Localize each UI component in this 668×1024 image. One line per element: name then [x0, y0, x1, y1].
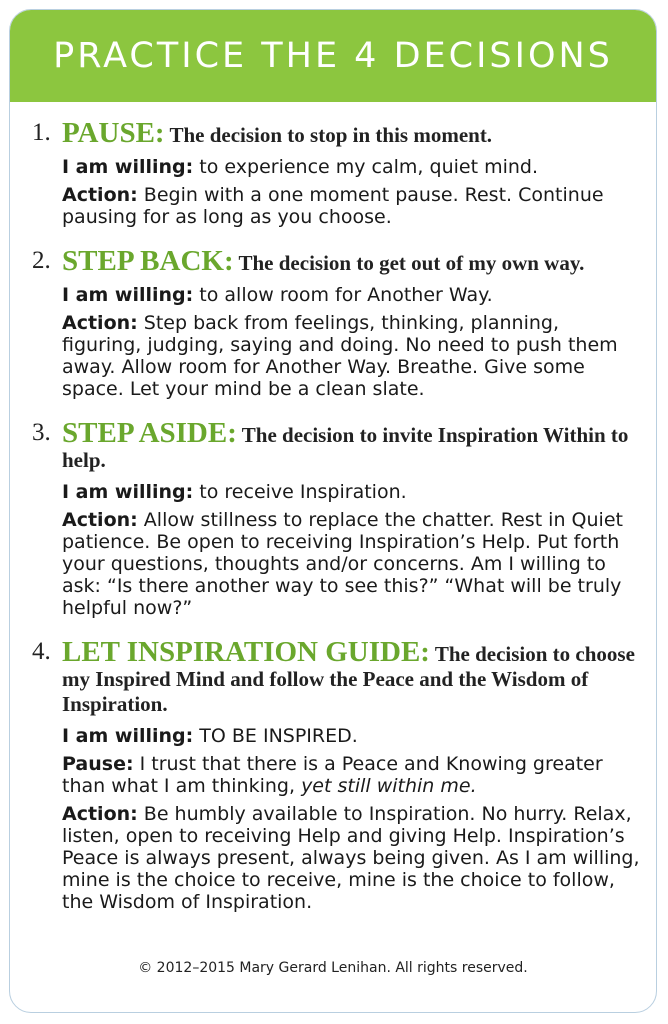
decision-4 — [32, 637, 640, 913]
decision-keyword: STEP BACK: — [62, 245, 234, 277]
title-banner — [10, 10, 656, 102]
willing-label: I am willing: — [62, 481, 194, 503]
action-line — [62, 184, 640, 228]
willing-text: TO BE INSPIRED. — [199, 725, 358, 747]
willing-text: to receive Inspiration. — [199, 481, 407, 503]
pause-label: Pause: — [62, 753, 134, 775]
decision-2 — [32, 246, 640, 400]
willing-line — [62, 156, 640, 178]
decision-heading — [32, 118, 640, 148]
action-label: Action: — [62, 184, 138, 206]
decision-keyword: STEP ASIDE: — [62, 417, 237, 449]
decision-3 — [32, 418, 640, 619]
action-text: Be humbly available to Inspiration. No hurry. Relax, listen, open to receiving Help and giving Help. Inspiration’s Peace is always present, always being given. As I am willing, mine is the choice to receive, mine is the choice to follow, the Wisdom of Inspiration. — [62, 803, 640, 913]
willing-label: I am willing: — [62, 284, 194, 306]
pause-line — [62, 753, 640, 797]
decision-keyword: LET INSPIRATION GUIDE: — [62, 636, 430, 668]
willing-text: to allow room for Another Way. — [199, 284, 493, 306]
decision-description: The decision to invite Inspiration Within to help. — [62, 423, 629, 472]
action-label: Action: — [62, 803, 138, 825]
page-title: PRACTICE THE 4 DECISIONS — [53, 36, 613, 76]
decision-number: 4. — [32, 638, 51, 665]
decision-heading — [32, 246, 640, 276]
action-line — [62, 803, 640, 913]
action-line — [62, 312, 640, 400]
action-text: Begin with a one moment pause. Rest. Continue pausing for as long as you choose. — [62, 184, 604, 228]
willing-label: I am willing: — [62, 156, 194, 178]
willing-line — [62, 284, 640, 306]
pause-text: I trust that there is a Peace and Knowing greater than what I am thinking, — [62, 753, 603, 797]
copyright: © 2012–2015 Mary Gerard Lenihan. All rights reserved. — [138, 960, 528, 976]
pause-italic: yet still within me. — [301, 775, 477, 797]
decision-description: The decision to stop in this moment. — [169, 123, 493, 147]
decision-1 — [32, 118, 640, 228]
decision-heading — [32, 418, 640, 473]
card — [9, 9, 657, 1013]
action-line — [62, 509, 640, 619]
decision-number: 1. — [32, 119, 51, 146]
willing-label: I am willing: — [62, 725, 194, 747]
action-label: Action: — [62, 312, 138, 334]
willing-text: to experience my calm, quiet mind. — [199, 156, 538, 178]
action-label: Action: — [62, 509, 138, 531]
decision-description: The decision to choose my Inspired Mind and follow the Peace and the Wisdom of Inspiration. — [62, 642, 635, 716]
willing-line — [62, 481, 640, 503]
action-text: Allow stillness to replace the chatter. Rest in Quiet patience. Be open to receiving Inspiration’s Help. Put forth your questions, thoughts and/or concerns. Am I willing to ask: “Is there another way to see this?” “What will be truly helpful now?” — [62, 509, 623, 619]
willing-line — [62, 725, 640, 747]
decision-keyword: PAUSE: — [62, 117, 165, 149]
decision-description: The decision to get out of my own way. — [238, 251, 585, 275]
decision-number: 3. — [32, 419, 51, 446]
decision-number: 2. — [32, 247, 51, 274]
decision-heading — [32, 637, 640, 717]
content — [32, 118, 640, 931]
action-text: Step back from feelings, thinking, planning, figuring, judging, saying and doing. No need to push them away. Allow room for Another Way. Breathe. Give some space. Let your mind be a clean slate. — [62, 312, 618, 400]
